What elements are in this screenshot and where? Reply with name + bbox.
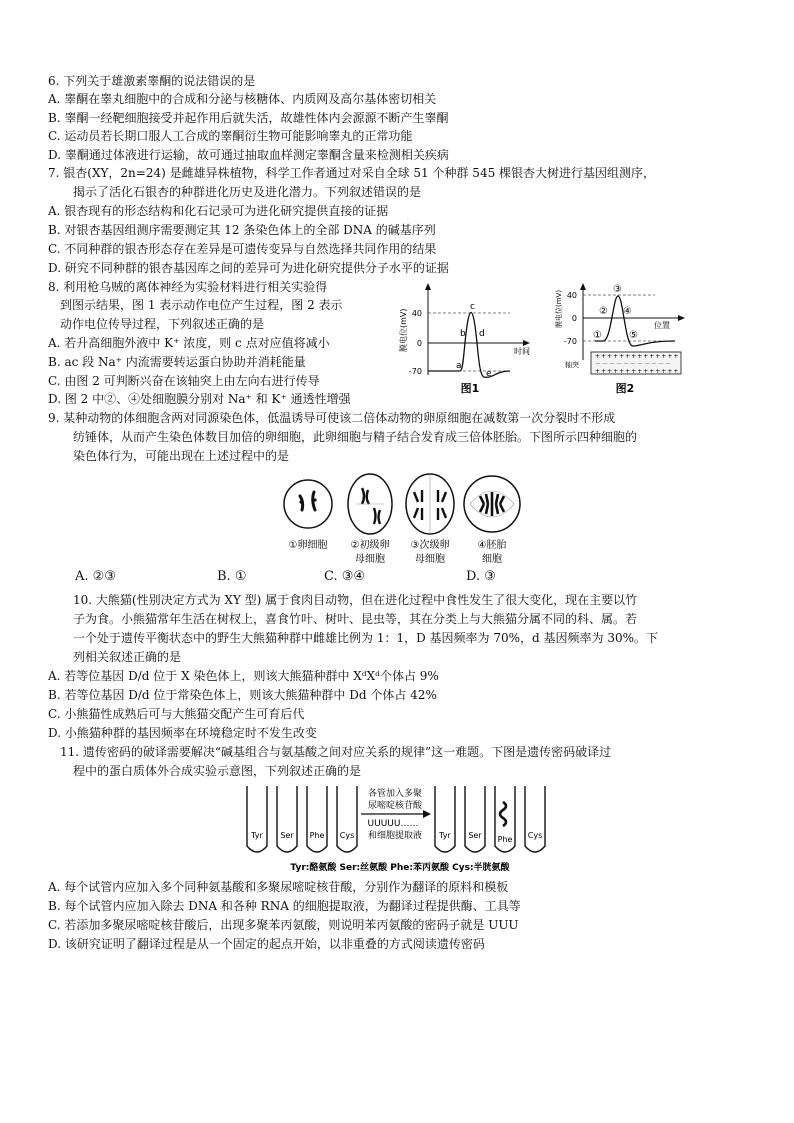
fig2-position-label: 位置 [654,321,670,330]
arrow-label-line2: 尿嘧啶核苷酸 [367,801,423,811]
fig2-caption: 图2 [615,382,635,395]
fig1-tick-neg70: -70 [408,367,422,376]
fig2-marker-2: ② [599,306,608,317]
q9-cells-figure [270,466,530,570]
left-tube-2-label: Ser [280,831,294,840]
fig1-xlabel: 时间 [514,347,530,356]
q10-stem-line3: 一个处于遗传平衡状态中的野生大熊猫种群中雌雄比例为 1：1，D 基因频率为 70%，d 基因频率为 30%。下 [73,631,658,645]
fig2-marker-1: ① [593,330,602,341]
cell-3-secondary-oocyte [406,474,454,534]
q10-stem-line4: 列相关叙述正确的是 [73,650,182,664]
process-arrow-head [423,810,431,818]
cell-4-label-line2: 细胞 [482,554,502,565]
q7-option-b: B. 对银杏基因组测序需要测定其 12 条染色体上的全部 DNA 的碱基序列 [48,223,436,237]
q10-option-d: D. 小熊猫种群的基因频率在环境稳定时不发生改变 [48,726,317,740]
q11-option-c: C. 若添加多聚尿嘧啶核苷酸后，出现多聚苯丙氨酸，则说明苯丙氨酸的密码子就是 UUU [48,918,519,932]
q11-stem-line2: 程中的蛋白质体外合成实验示意图，下列叙述正确的是 [73,764,362,778]
q7-option-c: C. 不同种群的银杏形态存在差异是可遗传变异与自然选择共同作用的结果 [48,242,437,256]
fig1-tick-0: 0 [416,339,422,348]
q8-stem-line2: 到图示结果，图 1 表示动作电位产生过程，图 2 表示 [60,298,343,312]
cell-3-label-line2: 母细胞 [415,554,445,565]
fig1-point-a: a [456,361,462,371]
left-tube-4-label: Cys [339,831,355,840]
fig1-y-arrow [425,283,431,290]
q11-stem-line1: 11. 遗传密码的破译需要解决“碱基组合与氨基酸之间对应关系的规律”这一难题。下图是遗传密码破译过 [60,745,612,759]
q10-stem-line2: 子为食。小熊猫常年生活在树杈上，喜食竹叶、树叶、昆虫等，其在分类上与大熊猫分属不同的科、属。若 [73,612,638,626]
q8-figure2-conduction [555,280,695,397]
fig2-charges-mid: －－－－－－－－－－－ [595,361,673,368]
fig2-marker-5: ⑤ [629,330,638,341]
q11-option-a: A. 每个试管内应加入多个同种氨基酸和多聚尿嘧啶核苷酸，分别作为翻译的原料和模板 [48,880,509,894]
cell-3-label-line1: ③次级卵 [410,540,450,551]
fig1-x-arrow [523,340,530,346]
q7-option-a: A. 银杏现有的形态结构和化石记录可为进化研究提供直接的证据 [48,204,389,218]
q7-stem-line1: 7. 银杏(XY，2n=24) 是雌雄异株植物，科学工作者通过对采自全球 51 个种群 545 棵银杏大树进行基因组测序， [48,166,656,180]
arrow-label-bottom: 和细胞提取液 [367,831,423,841]
right-tube-4-label: Cys [527,831,543,840]
q10-option-c: C. 小熊猫性成熟后可与大熊猫交配产生可育后代 [48,707,305,721]
fig1-ylabel: 膜电位(mV) [399,308,408,352]
right-tube-1-label: Tyr [439,831,451,840]
cell-4-embryo [464,476,520,532]
q9-stem-line2: 纺锤体，从而产生染色体数目加倍的卵细胞，此卵细胞与精子结合发育成三倍体胚胎。下图所示四种细胞的 [73,430,638,444]
cell-4-label-line1: ④胚胎 [477,540,507,551]
q9-option-d: D. ③ [466,569,496,584]
fig2-x-arrow [678,315,685,321]
q10-option-b: B. 若等位基因 D/d 位于常染色体上，则该大熊猫种群中 Dd 个体占 42% [48,688,437,702]
q6-option-b: B. 睾酮一经靶细胞接受并起作用后就失活，故雄性体内会源源不断产生睾酮 [48,111,449,125]
q8-option-c: C. 由图 2 可判断兴奋在该轴突上由左向右进行传导 [48,374,320,388]
fig1-point-d: d [479,329,485,339]
q11-option-b: B. 每个试管内应加入除去 DNA 和各种 RNA 的细胞提取液，为翻译过程提供酶、工具等 [48,899,521,913]
q8-option-d: D. 图 2 中②、④处细胞膜分别对 Na⁺ 和 K⁺ 通透性增强 [48,392,351,406]
q9-option-a: A. ②③ [75,569,116,584]
q11-option-d: D. 该研究证明了翻译过程是从一个固定的起点开始，以非重叠的方式阅读遗传密码 [48,937,485,951]
fig1-tick-40: 40 [411,309,422,318]
fig2-ylabel: 膜电位(mV) [555,289,563,328]
q6-option-c: C. 运动员若长期口服人工合成的睾酮衍生物可能影响睾丸的正常功能 [48,129,413,143]
right-tube-2-label: Ser [468,831,482,840]
q6-option-a: A. 睾酮在睾丸细胞中的合成和分泌与核糖体、内质网及高尔基体密切相关 [48,92,437,106]
fig1-point-e: e [486,369,492,379]
arrow-label-line1: 各管加入多聚 [367,789,423,799]
fig2-tick-0: 0 [571,314,577,323]
fig1-caption: 图1 [460,382,480,395]
q6-stem: 6. 下列关于雄激素睾酮的说法错误的是 [48,74,256,88]
right-tube-3-label: Phe [497,835,513,844]
q8-stem-line1: 8. 利用枪乌贼的离体神经为实验材料进行相关实验得 [48,280,328,294]
q7-stem-line2: 揭示了活化石银杏的种群进化历史及进化潜力。下列叙述错误的是 [73,185,422,199]
cell-1-egg [284,480,332,528]
q8-option-b: B. ac 段 Na⁺ 内流需要转运蛋白协助并消耗能量 [48,355,306,369]
left-tube-3-label: Phe [309,831,325,840]
fig1-point-b: b [460,329,466,339]
tubes-left [247,786,357,852]
fig1-curve [428,313,510,378]
cell-2-label-line1: ②初级卵 [350,540,390,551]
q8-stem-line3: 动作电位传导过程，下列叙述正确的是 [60,317,265,331]
q11-test-tube-figure [235,780,565,875]
fig2-marker-4: ④ [623,306,632,317]
fig2-tick-40: 40 [566,291,577,300]
fig2-charges-bottom: ++++++++++++++ [595,368,680,375]
q8-figure1-action-potential [400,280,540,397]
q10-stem-line1: 10. 大熊猫(性别决定方式为 XY 型) 属于食肉目动物，但在进化过程中食性发生了很大变化，现在主要以竹 [73,593,638,607]
q9-option-b: B. ① [217,569,247,584]
q9-stem-line1: 9. 某种动物的体细胞含两对同源染色体，低温诱导可使该二倍体动物的卵原细胞在减数第一次分裂时不形成 [48,411,616,425]
cell-1-label-line1: ①卵细胞 [288,540,328,551]
amino-acid-legend: Tyr:酪氨酸 Ser:丝氨酸 Phe:苯丙氨酸 Cys:半胱氨酸 [290,863,510,873]
fig2-axon-label: 轴突 [565,361,579,369]
fig2-charges-top: ++++++++++++++ [595,353,680,360]
fig2-y-arrow [580,283,586,290]
fig2-marker-3: ③ [613,284,622,295]
arrow-sequence: UUUUU…… [367,819,419,829]
q6-option-d: D. 睾酮通过体液进行运输，故可通过抽取血样测定睾酮含量来检测相关疾病 [48,148,449,162]
cell-2-label-line2: 母细胞 [355,554,385,565]
cell-2-primary-oocyte [348,474,392,534]
q10-option-a: A. 若等位基因 D/d 位于 X 染色体上，则该大熊猫种群中 XᵈXᵈ个体占 9% [48,669,439,683]
q9-stem-line3: 染色体行为，可能出现在上述过程中的是 [73,449,290,463]
q7-option-d: D. 研究不同种群的银杏基因库之间的差异可为进化研究提供分子水平的证据 [48,261,449,275]
tubes-right [435,786,545,852]
q9-options [75,569,775,585]
left-tube-1-label: Tyr [251,831,263,840]
q8-option-a: A. 若升高细胞外液中 K⁺ 浓度，则 c 点对应值将减小 [48,336,330,350]
fig2-tick-neg70: -70 [563,337,577,346]
q9-option-c: C. ③④ [324,569,366,584]
fig1-point-c: c [470,302,475,312]
